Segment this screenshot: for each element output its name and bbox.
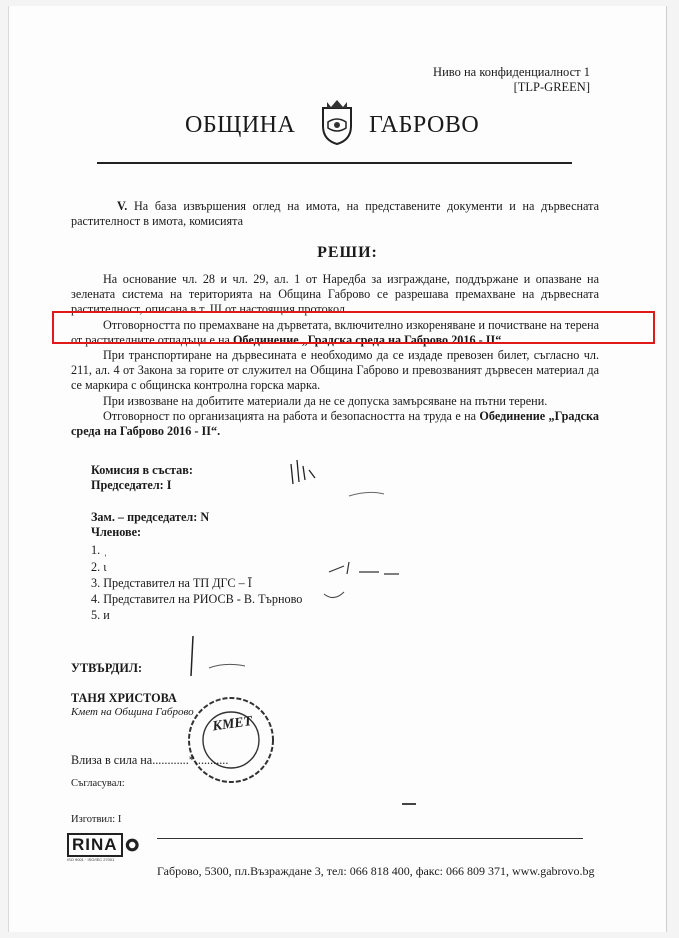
- paragraph-basis: На основание чл. 28 и чл. 29, ал. 1 от Наредба за изграждане, поддържане и опазване на зелената система на територията на Община Габрово се разрешава премахване на дървесната растителност, описана в т. III от настоящия протокол.: [71, 272, 599, 317]
- confidentiality-label: [433, 65, 590, 95]
- footer-address: Габрово, 5300, пл.Възраждане 3, тел: 066 818 400, факс: 066 809 371, www.gabrovo.bg: [157, 864, 595, 878]
- stamp-label: КМЕТ: [211, 714, 254, 735]
- rina-logo-caption: ISO 9001 · ISO/IEC 27001: [67, 857, 115, 862]
- commission-title: Комисия в състав:: [91, 463, 193, 477]
- rina-logo: [67, 833, 139, 863]
- effective-date: Влиза в сила на............*...........: [71, 753, 229, 767]
- commission-member-4: 4. Представител на РИОСВ - В. Търново: [91, 592, 303, 606]
- footer-divider: [157, 838, 583, 839]
- commission-members: Членове:: [91, 525, 142, 539]
- commission-member-2: 2. ι: [91, 560, 107, 574]
- header-obshtina: ОБЩИНА: [185, 112, 296, 138]
- certification-seal-icon: [125, 836, 139, 854]
- official-stamp-icon: [185, 694, 285, 786]
- decision-heading: РЕШИ:: [317, 244, 378, 261]
- mayor-name: ТАНЯ ХРИСТОВА: [71, 691, 177, 705]
- header-divider: [97, 162, 572, 164]
- commission-chair: Председател: І: [91, 478, 172, 492]
- signatures-icon: [289, 454, 419, 624]
- commission-member-5: 5. и: [91, 608, 110, 622]
- decision-body: [71, 272, 599, 439]
- mayor-title: Кмет на Община Габрово: [71, 706, 194, 718]
- rina-logo-text: RINA: [67, 833, 123, 857]
- paragraph-responsibility: Отговорността по премахване на дърветата, включително изкореняване и почистване на терена от растителните отпадъци е на Обединение „Градска среда на Габрово 2016 - II“.: [71, 317, 599, 347]
- prepared-label: Изготвил: І: [71, 814, 122, 825]
- paragraph-safety: Отговорност по организацията на работа и безопасността на труда е на Обединение „Градска среда на Габрово 2016 - II“.: [71, 408, 599, 439]
- commission-deputy: Зам. – председател: N: [91, 510, 210, 524]
- confidentiality-level: Ниво на конфиденциалност 1: [433, 65, 590, 79]
- agreed-label: Съгласувал:: [71, 778, 125, 789]
- approved-label: УТВЪРДИЛ:: [71, 661, 143, 675]
- mark-dash: [402, 803, 416, 805]
- tlp-tag: [TLP-GREEN]: [513, 80, 590, 94]
- section-v: V. На база извършения оглед на имота, на представените документи и на дървесната растителност в имота, комисията: [71, 199, 599, 229]
- commission-member-3: 3. Представител на ТП ДГС – Ī: [91, 576, 252, 590]
- paragraph-removal: При извозване на добитите материали да не се допуска замърсяване на пътни терени.: [103, 393, 548, 408]
- highlight-box: [52, 311, 655, 344]
- document-page: [8, 6, 667, 932]
- paragraph-transport: При транспортиране на дървесината е необходимо да се издаде превозен билет, съгласно чл. 211, ал. 4 от Закона за горите от служител на Община Габрово и превозваният дървесен материал да се маркира с общинска контролна горска марка.: [71, 348, 599, 393]
- gabrovo-crest-icon: [317, 98, 357, 146]
- header-gabrovo: ГАБРОВО: [369, 112, 480, 138]
- commission-member-1: 1. ˌ: [91, 543, 108, 557]
- approval-signature-icon: [185, 632, 265, 682]
